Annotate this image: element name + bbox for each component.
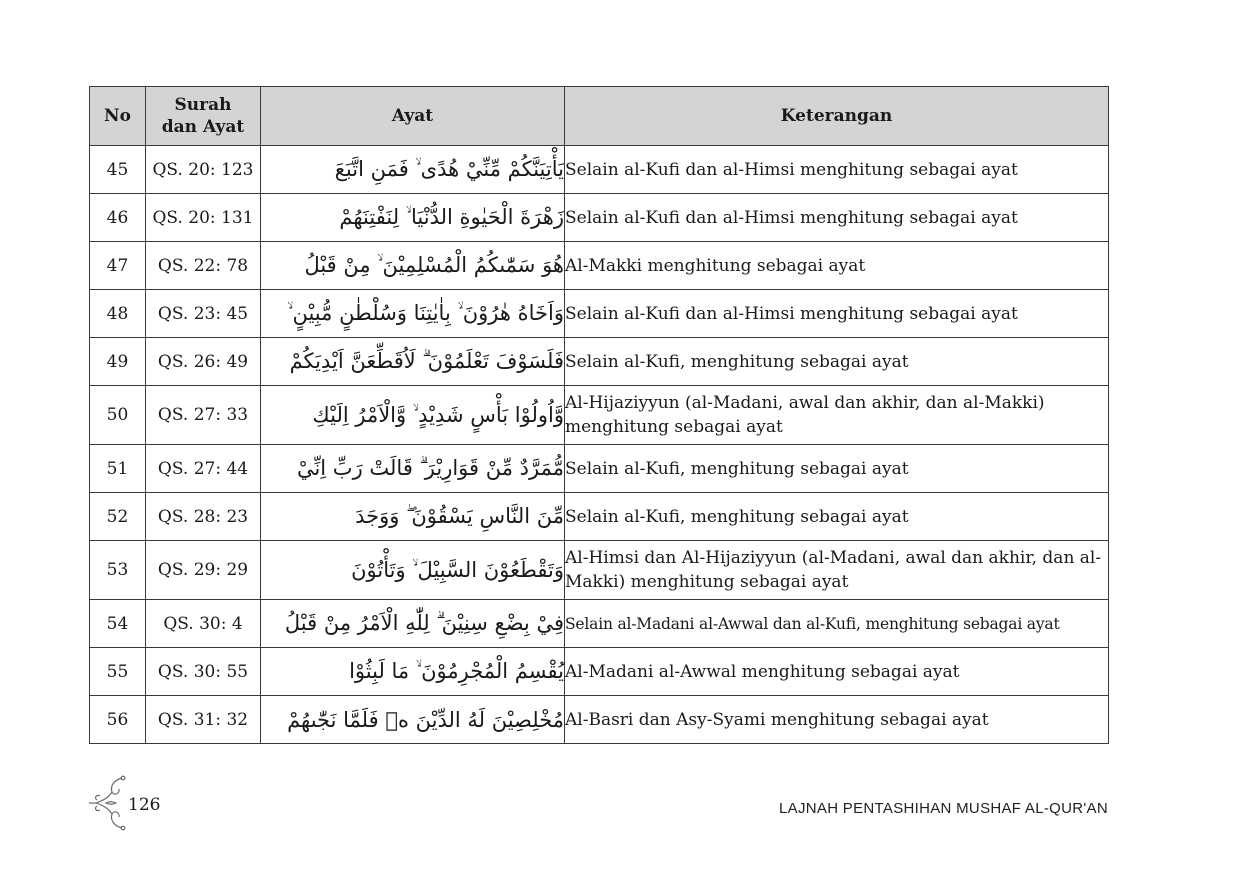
row-surah: QS. 29: 29 [146, 541, 261, 600]
table-row [90, 541, 1109, 600]
row-ayat: هُوَ سَمّٰىكُمُ الْمُسْلِمِيْنَ ۙ مِنْ قَبْلُ [261, 242, 565, 290]
ayat-count-table [89, 86, 1109, 744]
row-surah: QS. 30: 4 [146, 600, 261, 648]
table-row [90, 242, 1109, 290]
table-row [90, 386, 1109, 445]
table-row [90, 445, 1109, 493]
row-ayat: وَاَخَاهُ هٰرُوْنَ ۙ بِاٰيٰتِنَا وَسُلْطٰنٍ مُّبِيْنٍ ۙ [261, 290, 565, 338]
header-no: No [90, 87, 146, 146]
row-no: 55 [90, 648, 146, 696]
row-keterangan: Al-Makki menghitung sebagai ayat [565, 242, 1109, 290]
row-no: 56 [90, 696, 146, 744]
table-header-row [90, 87, 1109, 146]
row-no: 45 [90, 146, 146, 194]
header-keterangan: Keterangan [565, 87, 1109, 146]
table-row [90, 696, 1109, 744]
row-surah: QS. 28: 23 [146, 493, 261, 541]
row-ayat: يَأْتِيَنَّكُمْ مِّنِّيْ هُدًى ۙ فَمَنِ اتَّبَعَ [261, 146, 565, 194]
row-surah: QS. 20: 131 [146, 194, 261, 242]
row-ayat: وَتَقْطَعُوْنَ السَّبِيْلَ ۙ وَتَأْتُوْنَ [261, 541, 565, 600]
row-surah: QS. 31: 32 [146, 696, 261, 744]
table-row [90, 600, 1109, 648]
page-number: 126 [128, 795, 161, 815]
row-keterangan: Al-Hijaziyyun (al-Madani, awal dan akhir, dan al-Makki) menghitung sebagai ayat [565, 386, 1109, 445]
row-keterangan: Selain al-Kufi, menghitung sebagai ayat [565, 493, 1109, 541]
row-no: 53 [90, 541, 146, 600]
row-keterangan: Selain al-Kufi, menghitung sebagai ayat [565, 338, 1109, 386]
row-ayat: فَلَسَوْفَ تَعْلَمُوْنَ ۗ لَاُقَطِّعَنَّ اَيْدِيَكُمْ [261, 338, 565, 386]
row-surah: QS. 20: 123 [146, 146, 261, 194]
row-ayat: فِيْ بِضْعِ سِنِيْنَ ۗ لِلّٰهِ الْاَمْرُ مِنْ قَبْلُ [261, 600, 565, 648]
row-surah: QS. 30: 55 [146, 648, 261, 696]
row-no: 47 [90, 242, 146, 290]
row-ayat: وَّاُولُوْا بَأْسٍ شَدِيْدٍ ۙ وَّالْاَمْرُ اِلَيْكِ [261, 386, 565, 445]
row-keterangan: Selain al-Kufi, menghitung sebagai ayat [565, 445, 1109, 493]
floral-ornament-icon [86, 774, 130, 832]
row-keterangan: Selain al-Kufi dan al-Himsi menghitung sebagai ayat [565, 194, 1109, 242]
row-keterangan: Selain al-Kufi dan al-Himsi menghitung sebagai ayat [565, 146, 1109, 194]
row-no: 51 [90, 445, 146, 493]
row-keterangan: Al-Madani al-Awwal menghitung sebagai ayat [565, 648, 1109, 696]
publisher-name: LAJNAH PENTASHIHAN MUSHAF AL-QUR'AN [779, 800, 1108, 817]
row-keterangan: Al-Basri dan Asy-Syami menghitung sebagai ayat [565, 696, 1109, 744]
row-surah: QS. 22: 78 [146, 242, 261, 290]
row-ayat: زَهْرَةَ الْحَيٰوةِ الدُّنْيَا ۙ لِنَفْتِنَهُمْ [261, 194, 565, 242]
row-keterangan: Selain al-Madani al-Awwal dan al-Kufi, menghitung sebagai ayat [565, 600, 1109, 648]
row-ayat: يُقْسِمُ الْمُجْرِمُوْنَ ۙ مَا لَبِثُوْا [261, 648, 565, 696]
row-ayat: مُّمَرَّدٌ مِّنْ قَوَارِيْرَ ۗ قَالَتْ رَبِّ اِنِّيْ [261, 445, 565, 493]
table-row [90, 290, 1109, 338]
row-keterangan: Al-Himsi dan Al-Hijaziyyun (al-Madani, awal dan akhir, dan al-Makki) menghitung sebagai ayat [565, 541, 1109, 600]
row-no: 52 [90, 493, 146, 541]
row-no: 49 [90, 338, 146, 386]
table-row [90, 648, 1109, 696]
row-ayat: مُخْلِصِيْنَ لَهُ الدِّيْنَ ەۚ فَلَمَّا نَجّٰىهُمْ [261, 696, 565, 744]
header-surah: Surah dan Ayat [146, 87, 261, 146]
row-surah: QS. 23: 45 [146, 290, 261, 338]
row-no: 54 [90, 600, 146, 648]
row-no: 48 [90, 290, 146, 338]
row-no: 50 [90, 386, 146, 445]
table-row [90, 493, 1109, 541]
row-surah: QS. 26: 49 [146, 338, 261, 386]
table-row [90, 338, 1109, 386]
row-surah: QS. 27: 44 [146, 445, 261, 493]
row-surah: QS. 27: 33 [146, 386, 261, 445]
row-ayat: مِّنَ النَّاسِ يَسْقُوْنَ ۖ وَوَجَدَ [261, 493, 565, 541]
row-keterangan: Selain al-Kufi dan al-Himsi menghitung sebagai ayat [565, 290, 1109, 338]
row-no: 46 [90, 194, 146, 242]
table-row [90, 194, 1109, 242]
header-ayat: Ayat [261, 87, 565, 146]
table-row [90, 146, 1109, 194]
